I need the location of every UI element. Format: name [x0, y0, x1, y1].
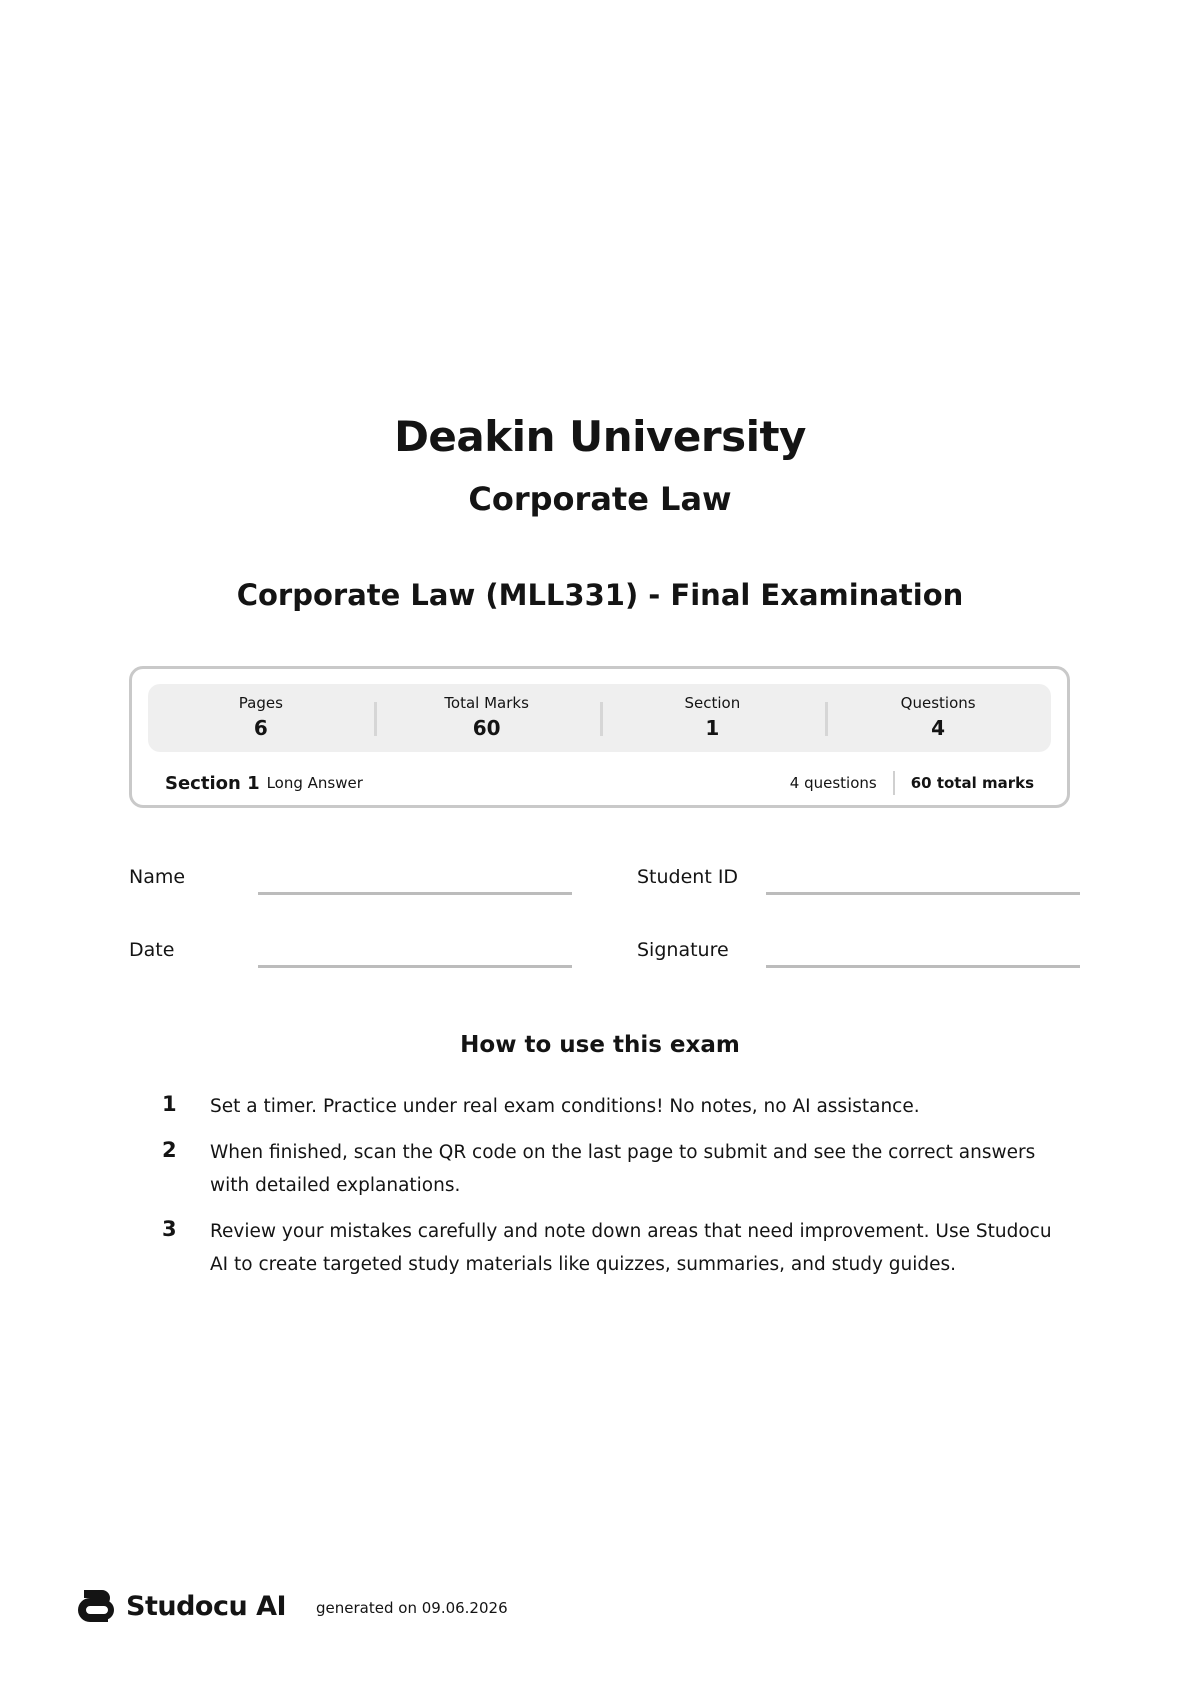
name-label: Name [129, 866, 186, 888]
generated-date: generated on 09.06.2026 [316, 1599, 508, 1617]
step-number: 1 [162, 1092, 177, 1116]
exam-info-card [129, 666, 1070, 808]
step-text: When finished, scan the QR code on the last page to submit and see the correct answers with detailed explanations. [210, 1142, 1036, 1196]
student-id-label: Student ID [637, 866, 739, 888]
signature-input-line[interactable] [766, 965, 1080, 968]
name-input-line[interactable] [258, 892, 572, 895]
step-text: Set a timer. Practice under real exam conditions! No notes, no AI assistance. [210, 1096, 920, 1117]
section-meta [790, 771, 1034, 795]
howto-steps [160, 1090, 1060, 1294]
section-question-count: 4 questions [789, 774, 877, 792]
howto-step [160, 1090, 1060, 1123]
stat-label: Pages [238, 694, 283, 712]
howto-step [160, 1215, 1060, 1281]
howto-step [160, 1136, 1060, 1202]
brand-name: Studocu AI [126, 1590, 287, 1622]
course-name: Corporate Law [468, 480, 732, 518]
step-number: 3 [162, 1217, 177, 1241]
howto-title: How to use this exam [460, 1032, 740, 1058]
step-number: 2 [162, 1138, 177, 1162]
section-total-marks: 60 total marks [910, 774, 1034, 792]
stat-section [600, 684, 826, 752]
student-id-input-line[interactable] [766, 892, 1080, 895]
exam-title: Corporate Law (MLL331) - Final Examination [236, 578, 964, 612]
section-summary-row [165, 769, 1034, 797]
stat-label: Total Marks [444, 694, 529, 712]
meta-divider [893, 771, 895, 795]
stat-value: 4 [931, 716, 946, 740]
date-input-line[interactable] [258, 965, 572, 968]
stat-value: 60 [472, 716, 501, 740]
studocu-logo-icon [78, 1588, 114, 1624]
footer [78, 1586, 508, 1626]
stat-value: 1 [705, 716, 720, 740]
date-label: Date [129, 939, 175, 961]
exam-stats [148, 684, 1051, 752]
section-type: Long Answer [266, 774, 363, 792]
stat-label: Section [684, 694, 741, 712]
stat-label: Questions [900, 694, 976, 712]
university-name: Deakin University [394, 412, 806, 461]
stat-questions [825, 684, 1051, 752]
step-text: Review your mistakes carefully and note down areas that need improvement. Use Studocu AI to create targeted study materials like quizzes, summaries, and study guides. [210, 1221, 1052, 1275]
signature-label: Signature [637, 939, 729, 961]
stat-value: 6 [253, 716, 268, 740]
stat-total-marks [374, 684, 600, 752]
section-name: Section 1 [165, 772, 260, 794]
stat-pages [148, 684, 374, 752]
